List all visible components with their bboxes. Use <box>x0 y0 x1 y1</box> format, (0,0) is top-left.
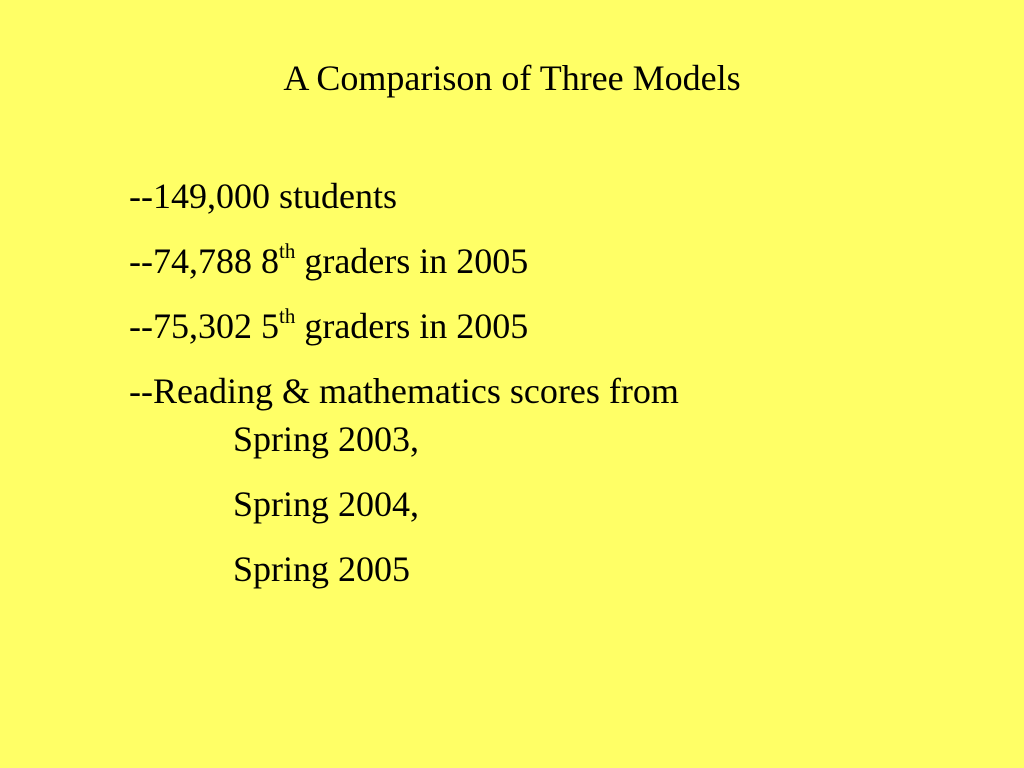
list-item-8th-graders <box>129 237 989 285</box>
item-text: --74,788 8 <box>129 241 279 281</box>
sub-item-spring-2003: Spring 2003, <box>233 419 420 459</box>
list-item-scores: --Reading & mathematics scores from <box>129 371 679 411</box>
ordinal-suffix: th <box>278 304 296 328</box>
ordinal-suffix: th <box>278 239 296 263</box>
item-text: --75,302 5 <box>129 306 279 346</box>
slide-title: A Comparison of Three Models <box>283 58 741 98</box>
slide-body <box>129 172 989 593</box>
sub-item-spring-2004: Spring 2004, <box>233 484 420 524</box>
list-item-students: --149,000 students <box>129 176 397 216</box>
item-text: graders in 2005 <box>295 306 529 346</box>
list-item-5th-graders <box>129 302 989 350</box>
item-text: graders in 2005 <box>295 241 529 281</box>
sub-item-spring-2005: Spring 2005 <box>233 549 411 589</box>
